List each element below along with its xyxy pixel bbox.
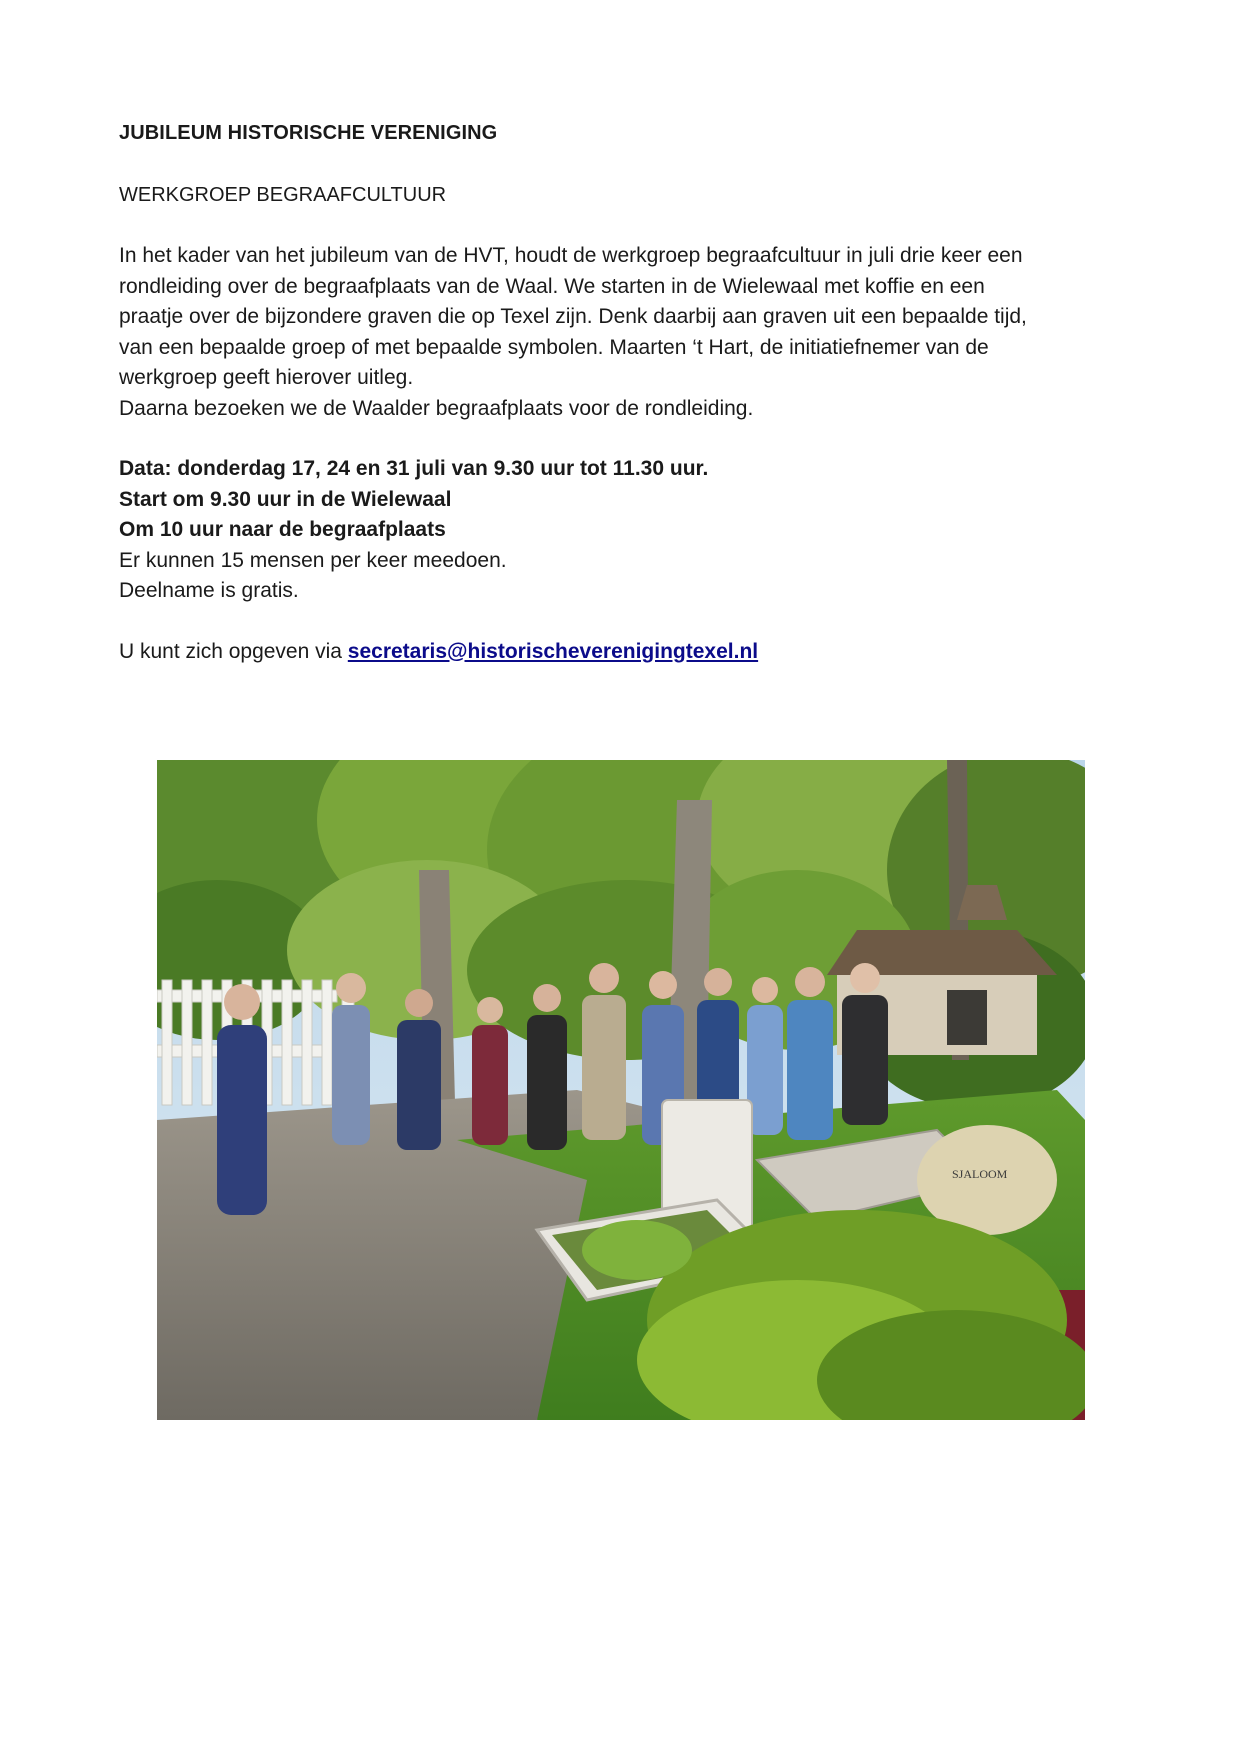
- signup-line: [119, 637, 1129, 668]
- intro-line: In het kader van het jubileum van de HVT, houdt de werkgroep begraafcultuur in juli drie keer een: [119, 244, 1023, 267]
- intro-line: van een bepaalde groep of met bepaalde symbolen. Maarten ‘t Hart, de initiatiefnemer van de: [119, 335, 989, 359]
- intro-line: praatje over de bijzondere graven die op Texel zijn. Denk daarbij aan graven uit een bepaalde tijd,: [119, 305, 1027, 328]
- event-dates: Data: donderdag 17, 24 en 31 juli van 9.30 uur tot 11.30 uur.: [119, 457, 709, 480]
- gravestone-inscription: SJALOOM: [952, 1167, 1008, 1181]
- event-start: Start om 9.30 uur in de Wielewaal: [119, 487, 452, 511]
- document-title: JUBILEUM HISTORISCHE VERENIGING: [119, 122, 498, 144]
- intro-line: rondleiding over de begraafplaats van de Waal. We starten in de Wielewaal met koffie en een: [119, 274, 985, 298]
- document-body: [119, 118, 1129, 667]
- intro-paragraph: [119, 241, 1129, 424]
- event-cemetery-time: Om 10 uur naar de begraafplaats: [119, 518, 446, 541]
- event-capacity: Er kunnen 15 mensen per keer meedoen.: [119, 548, 507, 572]
- details-paragraph: [119, 454, 1129, 607]
- signup-paragraph: [119, 637, 1129, 668]
- document-subtitle: WERKGROEP BEGRAAFCULTUUR: [119, 183, 447, 206]
- event-fee: Deelname is gratis.: [119, 579, 299, 602]
- signup-email-link[interactable]: secretaris@historischeverenigingtexel.nl: [347, 639, 759, 663]
- signup-prefix: U kunt zich opgeven via: [119, 639, 348, 663]
- intro-line: Daarna bezoeken we de Waalder begraafplaats voor de rondleiding.: [119, 396, 754, 420]
- group-photo: [157, 760, 1085, 1420]
- intro-line: werkgroep geeft hierover uitleg.: [119, 366, 414, 389]
